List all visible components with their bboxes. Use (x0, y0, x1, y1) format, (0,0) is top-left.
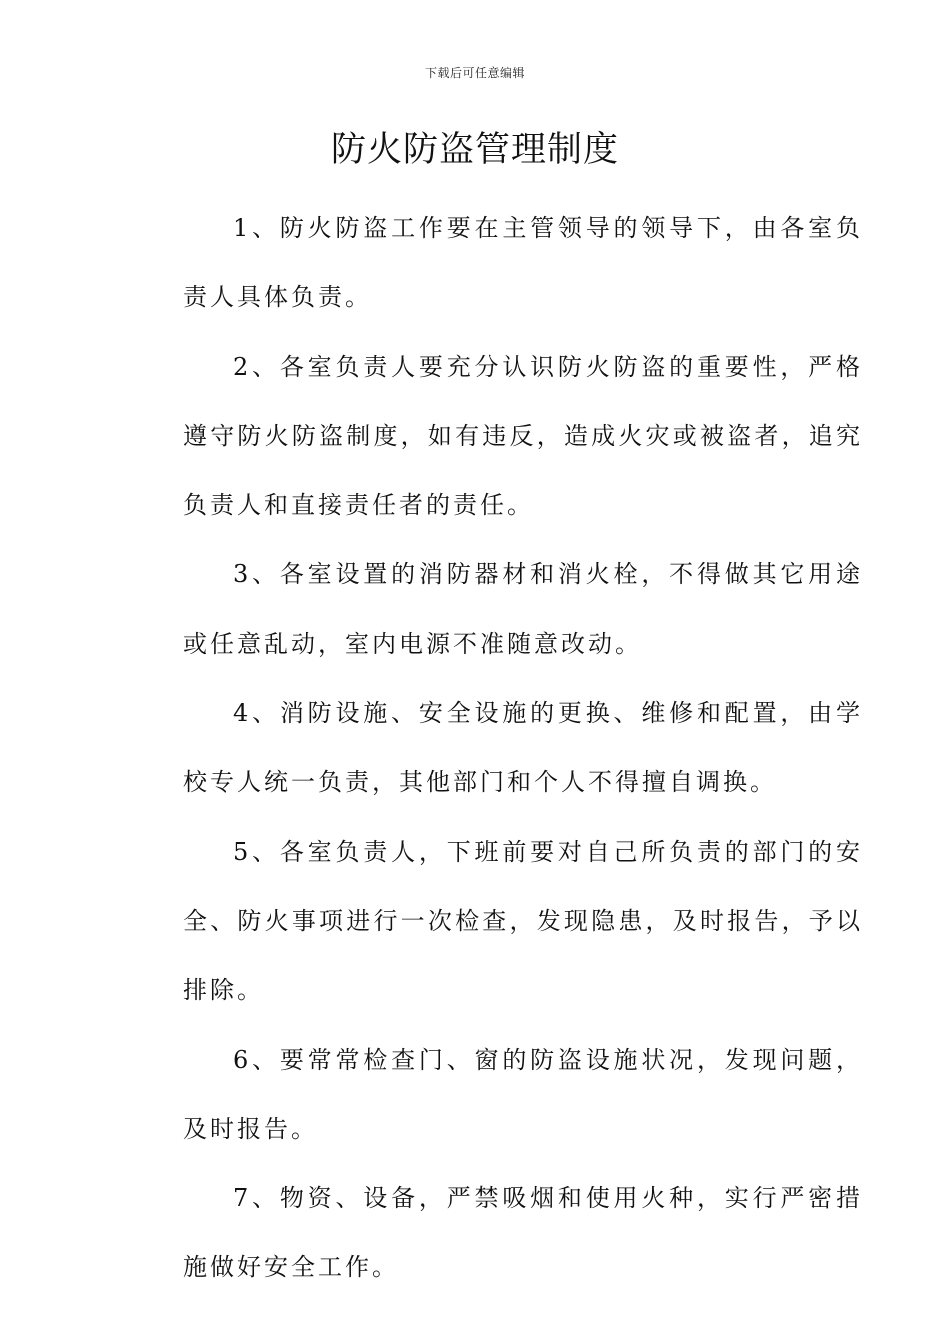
clause-4: 4、消防设施、安全设施的更换、维修和配置，由学校专人统一负责，其他部门和个人不得擅自调换。 (183, 699, 863, 797)
page-header-note: 下载后可任意编辑 (424, 66, 525, 80)
document-title: 防火防盗管理制度 (330, 130, 619, 170)
clause-7: 7、物资、设备，严禁吸烟和使用火种，实行严密措施做好安全工作。 (183, 1184, 863, 1282)
clause-3: 3、各室设置的消防器材和消火栓，不得做其它用途或任意乱动，室内电源不准随意改动。 (183, 560, 863, 658)
clause-2: 2、各室负责人要充分认识防火防盗的重要性，严格遵守防火防盗制度，如有违反，造成火灾或被盗者，追究负责人和直接责任者的责任。 (183, 352, 863, 520)
clause-5: 5、各室负责人，下班前要对自己所负责的部门的安全、防火事项进行一次检查，发现隐患，及时报告，予以排除。 (183, 837, 863, 1005)
clause-1: 1、防火防盗工作要在主管领导的领导下，由各室负责人具体负责。 (183, 214, 863, 312)
clause-6: 6、要常常检查门、窗的防盗设施状况，发现问题，及时报告。 (183, 1045, 863, 1143)
document-body (183, 194, 863, 1303)
